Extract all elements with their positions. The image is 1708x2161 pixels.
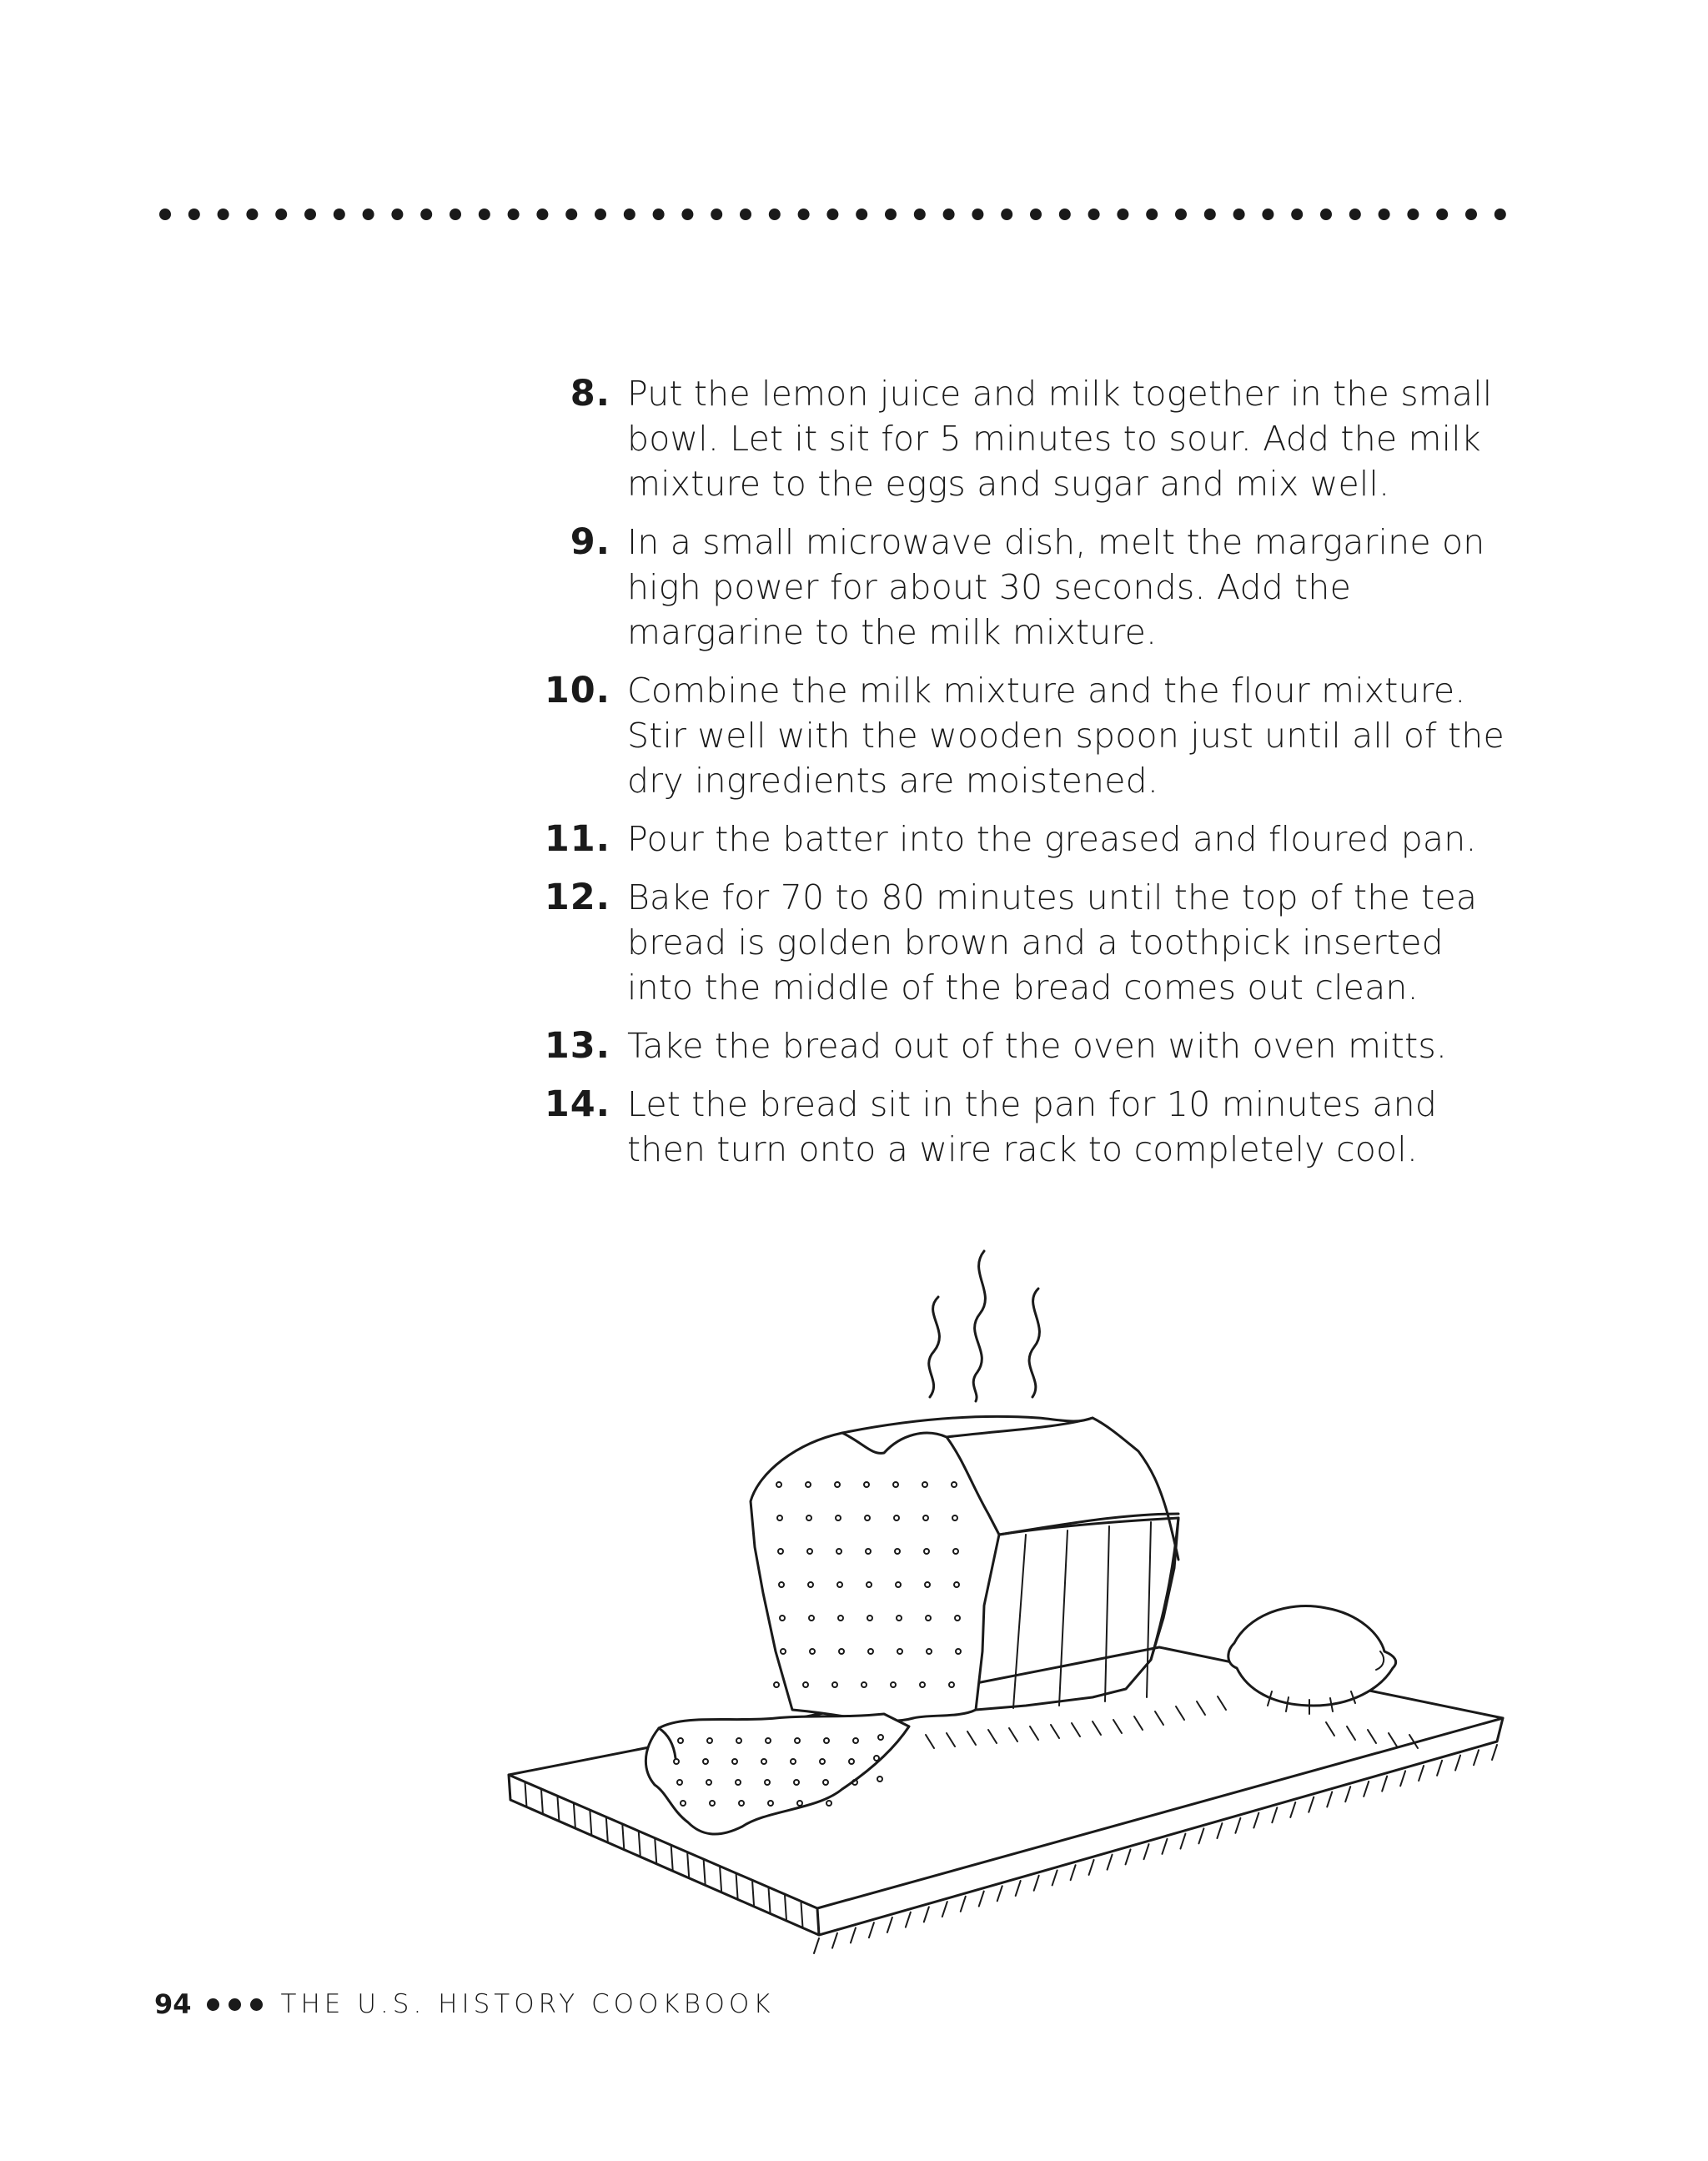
step-text: Take the bread out of the oven with oven mitts. bbox=[627, 1026, 1448, 1066]
bread-slice-icon bbox=[646, 1714, 909, 1834]
rule-dot bbox=[275, 209, 287, 220]
step-text: Put the lemon juice and milk together in the small bowl. Let it sit for 5 minutes to sour. Add the milk mixture to the eggs and sugar and mix well. bbox=[627, 374, 1493, 504]
step-number: 9. bbox=[570, 521, 610, 563]
rule-dot bbox=[1407, 209, 1419, 220]
steam-icon bbox=[929, 1251, 1040, 1401]
recipe-step bbox=[534, 875, 1518, 1010]
step-text: Bake for 70 to 80 minutes until the top of the tea bread is golden brown and a toothpick inserted into the middle of the bread comes out clean. bbox=[627, 877, 1478, 1008]
rule-dot bbox=[218, 209, 229, 220]
step-number: 11. bbox=[544, 818, 610, 860]
rule-dot bbox=[246, 209, 258, 220]
recipe-step bbox=[534, 1082, 1518, 1172]
step-text: Combine the milk mixture and the flour mixture. Stir well with the wooden spoon just until all of the dry ingredients are moistened. bbox=[627, 671, 1505, 801]
rule-dot bbox=[1379, 209, 1390, 220]
rule-dot bbox=[856, 209, 867, 220]
rule-dot bbox=[972, 209, 983, 220]
rule-dot bbox=[914, 209, 926, 220]
rule-dot bbox=[1494, 209, 1506, 220]
recipe-steps-list bbox=[534, 371, 1518, 1185]
dot bbox=[250, 1998, 263, 2011]
rule-dot bbox=[479, 209, 490, 220]
rule-dot bbox=[1204, 209, 1216, 220]
rule-dot bbox=[653, 209, 665, 220]
rule-dot bbox=[391, 209, 403, 220]
rule-dot bbox=[508, 209, 520, 220]
rule-dot bbox=[740, 209, 751, 220]
rule-dot bbox=[1088, 209, 1100, 220]
step-text: Pour the batter into the greased and floured pan. bbox=[627, 819, 1477, 859]
rule-dot bbox=[711, 209, 722, 220]
step-number: 10. bbox=[544, 670, 610, 711]
rule-dot bbox=[624, 209, 635, 220]
recipe-step bbox=[534, 668, 1518, 803]
rule-dot bbox=[304, 209, 316, 220]
rule-dot bbox=[595, 209, 606, 220]
footer-dots-divider bbox=[207, 1998, 263, 2011]
recipe-step bbox=[534, 817, 1518, 862]
rule-dot bbox=[188, 209, 200, 220]
rule-dot bbox=[450, 209, 461, 220]
rule-dot bbox=[1175, 209, 1187, 220]
dotted-rule-divider bbox=[158, 206, 1526, 223]
rule-dot bbox=[1262, 209, 1273, 220]
bread-loaf-icon bbox=[751, 1416, 1178, 1721]
rule-dot bbox=[943, 209, 955, 220]
step-number: 14. bbox=[544, 1083, 610, 1125]
step-number: 12. bbox=[544, 877, 610, 918]
rule-dot bbox=[1030, 209, 1042, 220]
rule-dot bbox=[159, 209, 171, 220]
page-footer bbox=[154, 1983, 775, 2025]
rule-dot bbox=[1465, 209, 1477, 220]
rule-dot bbox=[1117, 209, 1128, 220]
rule-dot bbox=[536, 209, 548, 220]
rule-dot bbox=[798, 209, 810, 220]
running-book-title: THE U.S. HISTORY COOKBOOK bbox=[280, 1989, 775, 2019]
step-text: Let the bread sit in the pan for 10 minutes and then turn onto a wire rack to completely cool. bbox=[627, 1084, 1438, 1169]
step-number: 8. bbox=[570, 373, 610, 415]
recipe-step bbox=[534, 371, 1518, 506]
rule-dot bbox=[1436, 209, 1448, 220]
dot bbox=[229, 1998, 241, 2011]
rule-dot bbox=[1001, 209, 1012, 220]
rule-dot bbox=[420, 209, 432, 220]
rule-dot bbox=[1291, 209, 1303, 220]
tea-bread-illustration-icon bbox=[492, 1234, 1526, 1968]
page-number: 94 bbox=[154, 1988, 192, 2020]
step-text: In a small microwave dish, melt the margarine on high power for about 30 seconds. Add the margarine to the milk mixture. bbox=[627, 522, 1485, 652]
rule-dot bbox=[681, 209, 693, 220]
rule-dot bbox=[1233, 209, 1245, 220]
rule-dot bbox=[769, 209, 781, 220]
rule-dot bbox=[885, 209, 897, 220]
rule-dot bbox=[334, 209, 345, 220]
recipe-step bbox=[534, 1023, 1518, 1068]
rule-dot bbox=[1059, 209, 1071, 220]
step-number: 13. bbox=[544, 1025, 610, 1067]
recipe-step bbox=[534, 520, 1518, 655]
rule-dot bbox=[826, 209, 838, 220]
rule-dot bbox=[1349, 209, 1361, 220]
rule-dot bbox=[1146, 209, 1158, 220]
dot bbox=[207, 1998, 219, 2011]
rule-dot bbox=[565, 209, 577, 220]
lemon-icon bbox=[1228, 1606, 1396, 1714]
rule-dot bbox=[1320, 209, 1332, 220]
rule-dot bbox=[363, 209, 374, 220]
